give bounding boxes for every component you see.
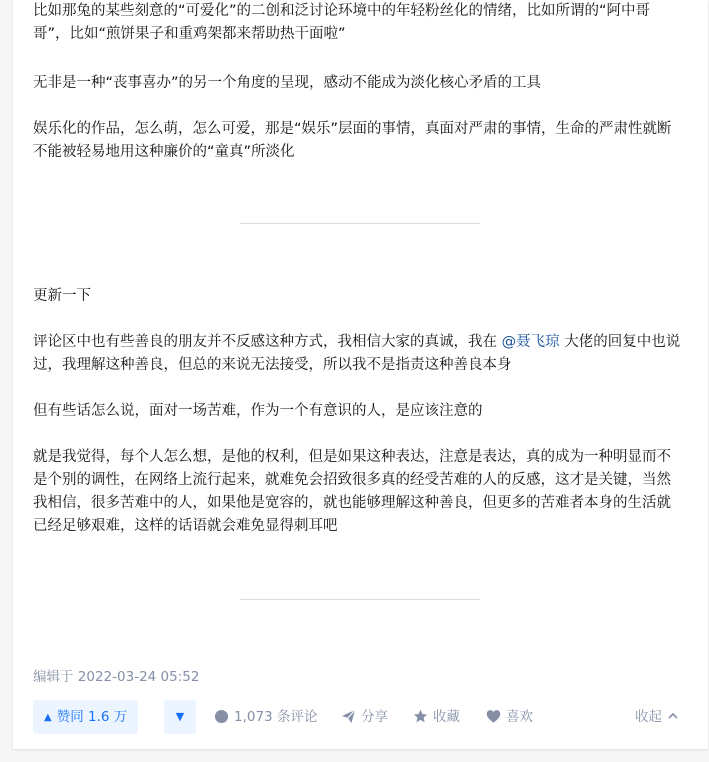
comments-label: 1,073 条评论 — [234, 709, 318, 725]
paragraph: 比如那兔的某些刻意的“可爱化”的二创和泛讨论环境中的年轻粉丝化的情绪，比如所谓的“阿中哥哥”，比如“煎饼果子和重鸡架都来帮助热干面啦” — [33, 3, 651, 42]
paragraph: 娱乐化的作品，怎么萌，怎么可爱，那是“娱乐”层面的事情，真面对严肃的事情，生命的严肃性就断不能被轻易地用这种廉价的“童真”所淡化 — [33, 121, 672, 160]
collect-button[interactable] — [413, 700, 460, 734]
downvote-button[interactable] — [164, 700, 196, 734]
section-divider — [240, 223, 480, 224]
paragraph: 就是我觉得，每个人怎么想，是他的权利，但是如果这种表达，注意是表达，真的成为一种明显而不是个别的调性，在网络上流行起来，就难免会招致很多真的经受苦难的人的反感，这才是关键，当然我相信，很多苦难中的人，如果他是宽容的，就也能够理解这种善良，但更多的苦难者本身的生活就已经足够艰难，这样的话语就会难免显得刺耳吧 — [33, 449, 671, 534]
share-label: 分享 — [361, 709, 388, 725]
section-divider — [240, 599, 480, 600]
collapse-button[interactable] — [635, 700, 679, 734]
user-mention-link[interactable]: @聂飞琼 — [501, 334, 560, 350]
paragraph: 无非是一种“丧事喜办”的另一个角度的呈现，感动不能成为淡化核心矛盾的工具 — [33, 75, 542, 91]
comment-bubble-icon — [214, 709, 229, 724]
paragraph: 更新一下 — [33, 288, 91, 304]
like-button[interactable] — [486, 700, 533, 734]
collect-label: 收藏 — [433, 709, 460, 725]
share-button[interactable] — [341, 700, 388, 734]
chevron-up-icon — [667, 710, 679, 722]
star-icon — [413, 709, 428, 724]
comments-button[interactable] — [214, 700, 317, 734]
heart-icon — [486, 709, 501, 724]
action-bar — [33, 700, 685, 734]
collapse-label: 收起 — [635, 709, 662, 725]
upvote-button[interactable] — [33, 700, 138, 734]
paragraph-text: 评论区中也有些善良的朋友并不反感这种方式，我相信大家的真诚，我在 — [33, 334, 497, 350]
triangle-up-icon: ▲ — [44, 712, 52, 723]
paragraph-text: 大佬的回复中也说过，我理解这种善良，但总的来说无法接受，所以我不是指责这种善良本身 — [33, 334, 681, 373]
like-label: 喜欢 — [506, 709, 533, 725]
upvote-label: 赞同 1.6 万 — [56, 709, 128, 725]
answer-card — [13, 0, 708, 749]
edited-timestamp: 编辑于 2022-03-24 05:52 — [33, 669, 200, 685]
paper-plane-icon — [341, 709, 356, 724]
triangle-down-icon: ▼ — [175, 710, 185, 723]
paragraph — [33, 331, 685, 377]
paragraph: 但有些话怎么说，面对一场苦难，作为一个有意识的人，是应该注意的 — [33, 403, 483, 419]
